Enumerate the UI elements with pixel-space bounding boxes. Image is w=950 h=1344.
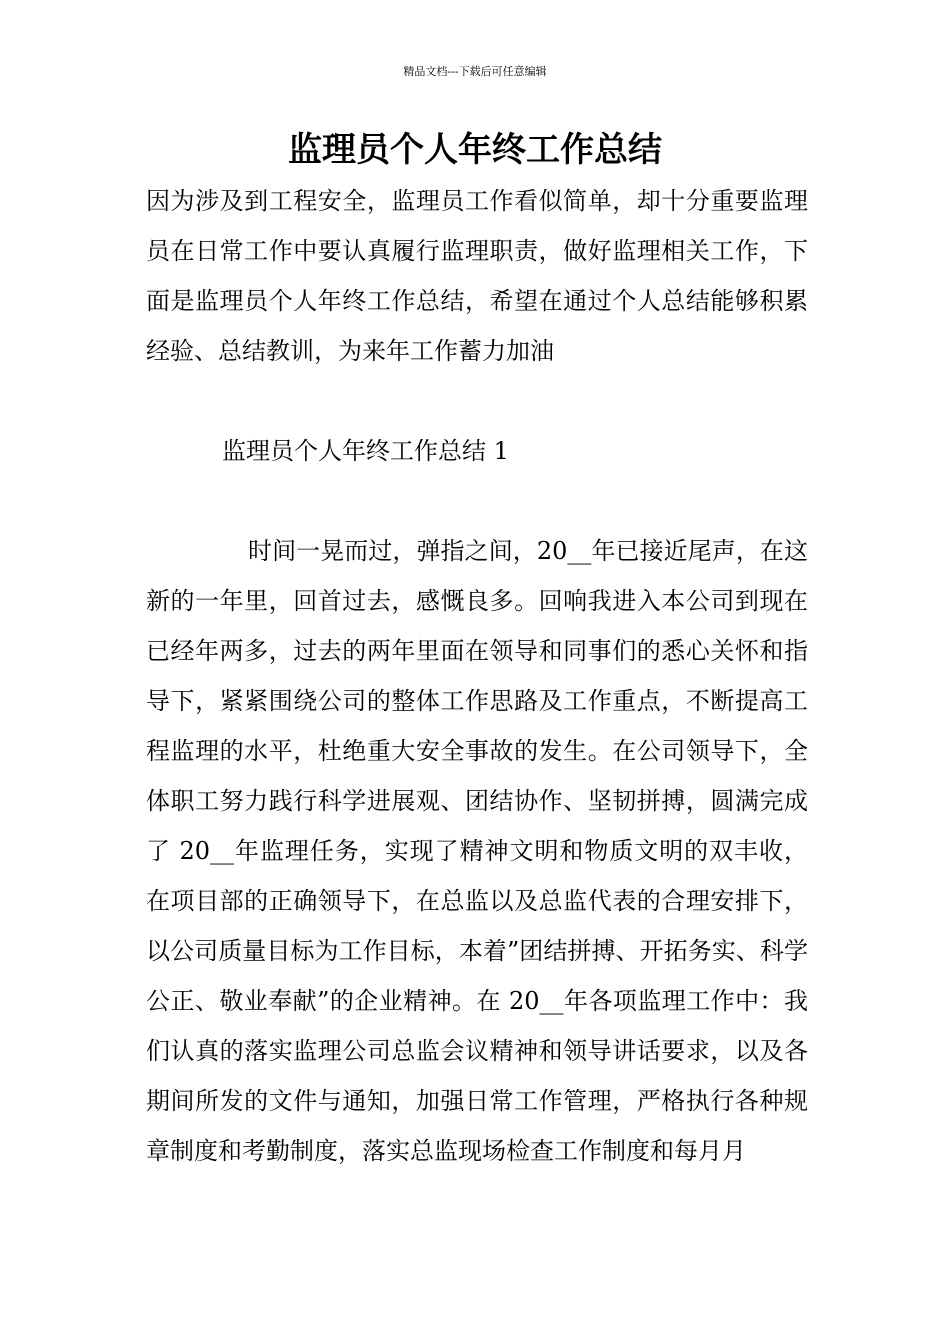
intro-paragraph: 因为涉及到工程安全，监理员工作看似简单，却十分重要监理员在日常工作中要认真履行监理职责，做好监理相关工作，下面是监理员个人年终工作总结，希望在通过个人总结能够积累经验、总结教训，为来年工作蓄力加油	[146, 187, 808, 365]
document-title: 监理员个人年终工作总结	[288, 130, 662, 170]
section-heading: 监理员个人年终工作总结 1	[222, 437, 509, 465]
header-note: 精品文档---下载后可任意编辑	[403, 65, 547, 78]
body-paragraph: 时间一晃而过，弹指之间，20__年已接近尾声，在这新的一年里，回首过去，感慨良多。回响我进入本公司到现在已经年两多，过去的两年里面在领导和同事们的悉心关怀和指导下，紧紧围绕公司的整体工作思路及工作重点，不断提高工程监理的水平，杜绝重大安全事故的发生。在公司领导下，全体职工努力践行科学进展观、团结协作、坚韧拼搏，圆满完成了 20__年监理任务，实现了精神文明和物质文明的双丰收，在项目部的正确领导下，在总监以及总监代表的合理安排下，以公司质量目标为工作目标，本着”团结拼搏、开拓务实、科学公正、敬业奉献”的企业精神。在 20__年各项监理工作中：我们认真的落实监理公司总监会议精神和领导讲话要求，以及各期间所发的文件与通知，加强日常工作管理，严格执行各种规章制度和考勤制度，落实总监现场检查工作制度和每月月	[146, 537, 808, 1165]
